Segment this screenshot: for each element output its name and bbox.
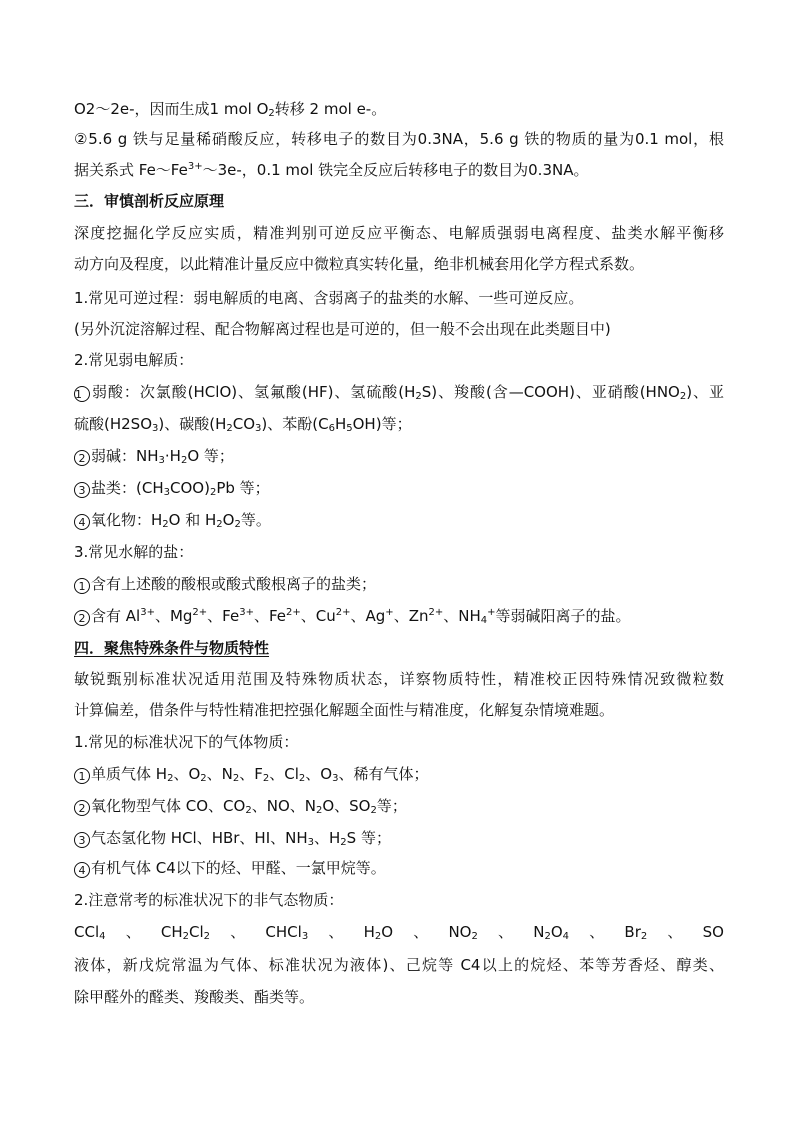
text-line: 4 有机气体 C4以下的烃、甲醛、一氯甲烷等。	[74, 858, 724, 878]
text-line: 3 气态氢化物 HCl、HBr、HI、$NH_3$、$H_2S$ 等；	[74, 828, 724, 848]
text-line: CCl$_4$、$CH_2Cl_2$、CHCl$_3$、$H_2O$、$NO_2$、$N_2O_4$、$Br_2$、SO	[74, 923, 724, 942]
circled-number-1: 1	[74, 578, 90, 594]
circled-number-2: 2	[74, 800, 90, 816]
text-line: 深度挖掘化学反应实质，精准判别可逆反应平衡态、电解质强弱电离程度、盐类水解平衡移	[74, 224, 724, 242]
text-line: 1 弱酸：次氯酸(HClO)、氢氟酸(HF)、氢硫酸$(H_2S)$、羧酸(含—COOH)、亚硝酸$(HNO_2)$、亚	[75, 383, 724, 402]
circled-number-2: 2	[74, 450, 90, 466]
text-line: 计算偏差，借条件与特性精准把控强化解题全面性与精准度，化解复杂情境难题。	[74, 701, 615, 719]
text-line: 1.常见的标准状况下的气体物质：	[74, 733, 299, 751]
circled-number-4: 4	[74, 514, 90, 530]
circled-number-1: 1	[74, 386, 90, 402]
text-line: 2 含有 $Al^{3+}$、$Mg^{2+}$、$Fe^{3+}$、$Fe^{2+}$、$Cu^{2+}$、Ag+、$Zn^{2+}$、$NH_4^+$等弱碱阳离子的盐。	[74, 606, 724, 626]
text-line: 敏锐甄别标准状况适用范围及特殊物质状态，详察物质特性，精准校正因特殊情况致微粒数	[74, 670, 724, 688]
circled-number-3: 3	[74, 482, 90, 498]
text-line: 硫酸$(H2SO_3)$、碳酸$(H_2CO_3)$、苯酚$(C_6H_5OH)$等；	[74, 415, 412, 434]
circled-number-4: 4	[74, 862, 90, 878]
text-line: 3.常见水解的盐：	[74, 543, 194, 561]
text-line: 据关系式 $Fe\sim Fe^{3+}\sim 3e-$，0.1 mol 铁完全反应后转移电子的数目为0.3NA。	[74, 161, 589, 179]
text-line: 1.常见可逆过程：弱电解质的电离、含弱离子的盐类的水解、一些可逆反应。	[74, 289, 584, 307]
text-line: 2.注意常考的标准状况下的非气态物质：	[74, 891, 344, 909]
text-line: (另外沉淀溶解过程、配合物解离过程也是可逆的，但一般不会出现在此类题目中)	[74, 320, 611, 338]
text-line: 液体，新戊烷常温为气体、标准状况为液体)、己烷等 C4以上的烷烃、苯等芳香烃、醇类、	[74, 956, 724, 974]
text-line: O2～2e-，因而生成1 mol $O_2$转移 2 mol e-。	[74, 100, 387, 119]
text-line: 除甲醛外的醛类、羧酸类、酯类等。	[74, 988, 315, 1006]
text-line: 2.常见弱电解质：	[74, 351, 194, 369]
text-line: 2 弱碱：$NH_3\cdot H_2O$ 等；	[74, 446, 724, 466]
text-line: 1 含有上述酸的酸根或酸式酸根离子的盐类；	[74, 574, 724, 594]
text-line: 2 氧化物型气体 CO、$CO_2$、NO、$N_2O$、$SO_2$等；	[74, 796, 724, 816]
section-heading: 四．聚焦特殊条件与物质特性	[74, 639, 270, 657]
circled-number-3: 3	[74, 832, 90, 848]
text-line: 3 盐类：$(CH_3COO)_2Pb$ 等；	[74, 478, 724, 498]
text-line: 4 氧化物：$H_2O$ 和 $H_2O_2$等。	[74, 510, 724, 530]
text-line: 动方向及程度，以此精准计量反应中微粒真实转化量，绝非机械套用化学方程式系数。	[74, 255, 645, 273]
section-heading: 三．审慎剖析反应原理	[74, 192, 225, 210]
circled-number-1: 1	[74, 768, 90, 784]
text-line: 1 单质气体 $H_2$、$O_2$、$N_2$、$F_2$、$Cl_2$、$O_3$、稀有气体；	[74, 764, 724, 784]
text-line: ②5.6 g 铁与足量稀硝酸反应，转移电子的数目为0.3NA，5.6 g 铁的物质的量为0.1 mol，根	[74, 130, 725, 148]
circled-number-2: 2	[74, 610, 90, 626]
